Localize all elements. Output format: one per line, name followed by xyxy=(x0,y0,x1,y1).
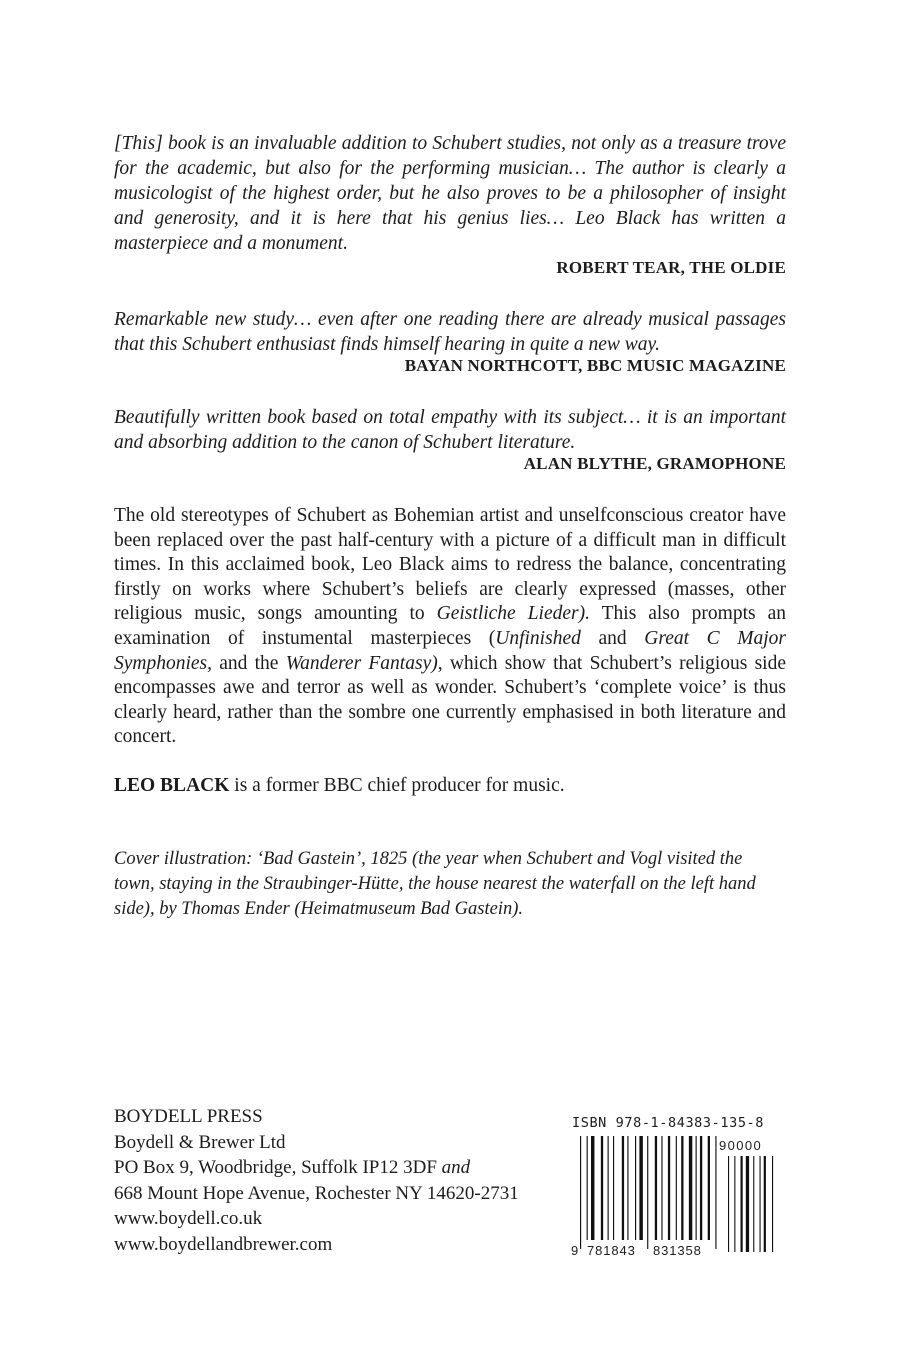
barcode-bar xyxy=(728,1156,729,1252)
barcode-bar xyxy=(772,1156,773,1252)
review-quote-1: [This] book is an invaluable addition to Schubert studies, not only as a treasure trove for the academic, but also for the performing musician… The author is clearly a musicologist of the highest order, but he also proves to be a philosopher of insight and generosity, and it is here that his genius lies… Leo Black has written a masterpiece and a monument. xyxy=(114,133,786,254)
barcode-first-digit: 9 xyxy=(571,1243,579,1258)
barcode-bar xyxy=(627,1136,628,1240)
book-description: The old stereotypes of Schubert as Bohemian artist and unselfconscious creator have been replaced over the past half-century with a picture of a difficult man in difficult times. In this acclaimed book, Leo Black aims to redress the balance, concentrating firstly on works where Schubert’s beliefs are clearly expressed (masses, other religious music, songs amounting to Geistliche Lieder). This also prompts an examination of instumental masterpieces (Unfinished and Great C Major Symphonies, and the Wanderer Fantasy), which show that Schubert’s religious side encompasses awe and terror as well as wonder. Schubert’s ‘complete voice’ is thus clearly heard, rather than the sombre one currently emphasised in both literature and concert. xyxy=(114,505,787,748)
barcode-bar xyxy=(668,1136,670,1240)
review-attribution-1: ROBERT TEAR, THE OLDIE xyxy=(556,258,786,277)
author-bio: LEO BLACK is a former BBC chief producer for music. xyxy=(114,775,565,796)
barcode-bar xyxy=(734,1156,735,1252)
publisher-address-us: 668 Mount Hope Avenue, Rochester NY 14620-2731 xyxy=(114,1182,519,1204)
barcode-bar xyxy=(580,1136,581,1249)
barcode-bar xyxy=(715,1136,716,1249)
barcode-bar xyxy=(696,1136,697,1240)
addon-digits: 90000 xyxy=(719,1138,763,1153)
barcode-right-digits: 831358 xyxy=(653,1243,702,1258)
publisher-info xyxy=(114,1104,519,1258)
barcode-bar xyxy=(661,1136,662,1240)
barcode-bar xyxy=(741,1156,743,1252)
barcode-bar xyxy=(681,1136,683,1240)
review-quote-2: Remarkable new study… even after one reading there are already musical passages that this Schubert enthusiast finds himself hearing in quite a new way. xyxy=(114,309,786,355)
publisher-website-1[interactable]: www.boydell.co.uk xyxy=(114,1208,263,1230)
cover-illustration-note: Cover illustration: ‘Bad Gastein’, 1825 (the year when Schubert and Vogl visited the town, staying in the Straubinger-Hütte, the house nearest the waterfall on the left hand side), by Thomas Ender (Heimatmuseum Bad Gastein). xyxy=(114,849,756,919)
barcode-bar xyxy=(647,1136,648,1249)
barcode-bar xyxy=(700,1136,702,1240)
barcode-bar xyxy=(601,1136,603,1240)
barcode-bar xyxy=(746,1156,749,1252)
review-attribution-3: ALAN BLYTHE, GRAMOPHONE xyxy=(523,454,786,473)
barcode-bar xyxy=(608,1136,609,1240)
barcode-bar xyxy=(655,1136,657,1240)
publisher-address-uk: PO Box 9, Woodbridge, Suffolk IP12 3DF and xyxy=(114,1157,471,1179)
barcode-bar xyxy=(676,1136,677,1240)
barcode-left-digits: 781843 xyxy=(587,1243,636,1258)
barcode-bars-icon xyxy=(580,1136,776,1252)
review-attribution-2: BAYAN NORTHCOTT, BBC MUSIC MAGAZINE xyxy=(404,356,786,375)
publisher-company: Boydell & Brewer Ltd xyxy=(114,1131,286,1153)
barcode-bar xyxy=(689,1136,692,1240)
author-name: LEO BLACK xyxy=(114,775,230,796)
publisher-website-2[interactable]: www.boydellandbrewer.com xyxy=(114,1233,333,1255)
publisher-name: BOYDELL PRESS xyxy=(114,1106,263,1127)
barcode-bar xyxy=(587,1136,588,1240)
isbn-barcode xyxy=(570,1115,786,1273)
barcode-bar xyxy=(760,1156,761,1252)
barcode-bar xyxy=(764,1156,766,1252)
review-quote-3: Beautifully written book based on total empathy with its subject… it is an important and absorbing addition to the canon of Schubert literature. xyxy=(114,407,786,453)
barcode-bar xyxy=(591,1136,594,1240)
barcode-bar xyxy=(635,1136,636,1240)
barcode-bar xyxy=(708,1136,710,1240)
barcode-bar xyxy=(613,1136,614,1240)
barcode-bar xyxy=(753,1156,754,1252)
barcode-bar xyxy=(639,1136,642,1240)
barcode-bar xyxy=(622,1136,624,1240)
isbn-label: ISBN 978-1-84383-135-8 xyxy=(572,1115,765,1131)
